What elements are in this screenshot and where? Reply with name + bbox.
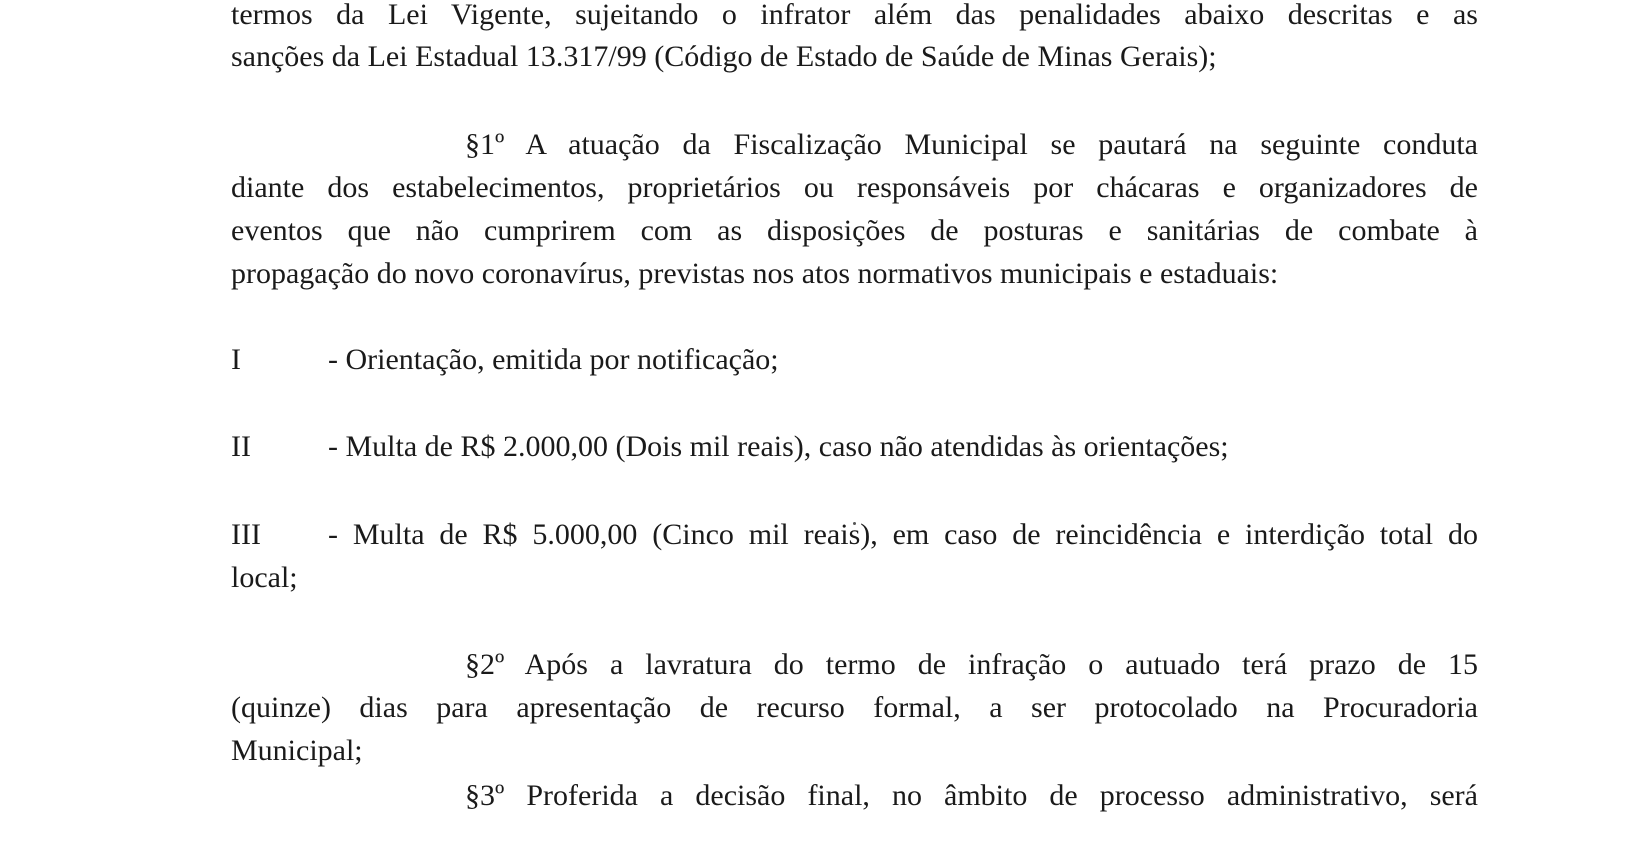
item-2-numeral: II [231,430,251,463]
paragraph-1-line-3: eventos que não cumprirem com as disposições de posturas e sanitárias de combate à [231,214,1478,247]
paragraph-2-line-1: §2º Após a lavratura do termo de infração o autuado terá prazo de 15 [465,648,1478,681]
item-3-continuation: local; [231,561,298,594]
paragraph-3-line-1: §3º Proferida a decisão final, no âmbito de processo administrativo, será [465,779,1478,812]
paragraph-2-line-3: Municipal; [231,734,363,767]
intro-line-2: sanções da Lei Estadual 13.317/99 (Código de Estado de Saúde de Minas Gerais); [231,40,1217,73]
item-3-text: - Multa de R$ 5.000,00 (Cinco mil reais), em caso de reincidência e interdição total do [328,518,1478,551]
item-3-numeral: III [231,518,261,551]
intro-line-1: termos da Lei Vigente, sujeitando o infrator além das penalidades abaixo descritas e as [231,0,1478,31]
paragraph-1-line-4: propagação do novo coronavírus, previstas nos atos normativos municipais e estaduais: [231,257,1279,290]
paragraph-1-line-1: §1º A atuação da Fiscalização Municipal se pautará na seguinte conduta [465,128,1478,161]
item-2-text: - Multa de R$ 2.000,00 (Dois mil reais), caso não atendidas às orientações; [328,430,1229,463]
item-1-numeral: I [231,343,241,376]
item-1-text: - Orientação, emitida por notificação; [328,343,779,376]
paragraph-1-line-2: diante dos estabelecimentos, proprietários ou responsáveis por chácaras e organizadores de [231,171,1478,204]
paragraph-2-line-2: (quinze) dias para apresentação de recurso formal, a ser protocolado na Procuradoria [231,691,1478,724]
